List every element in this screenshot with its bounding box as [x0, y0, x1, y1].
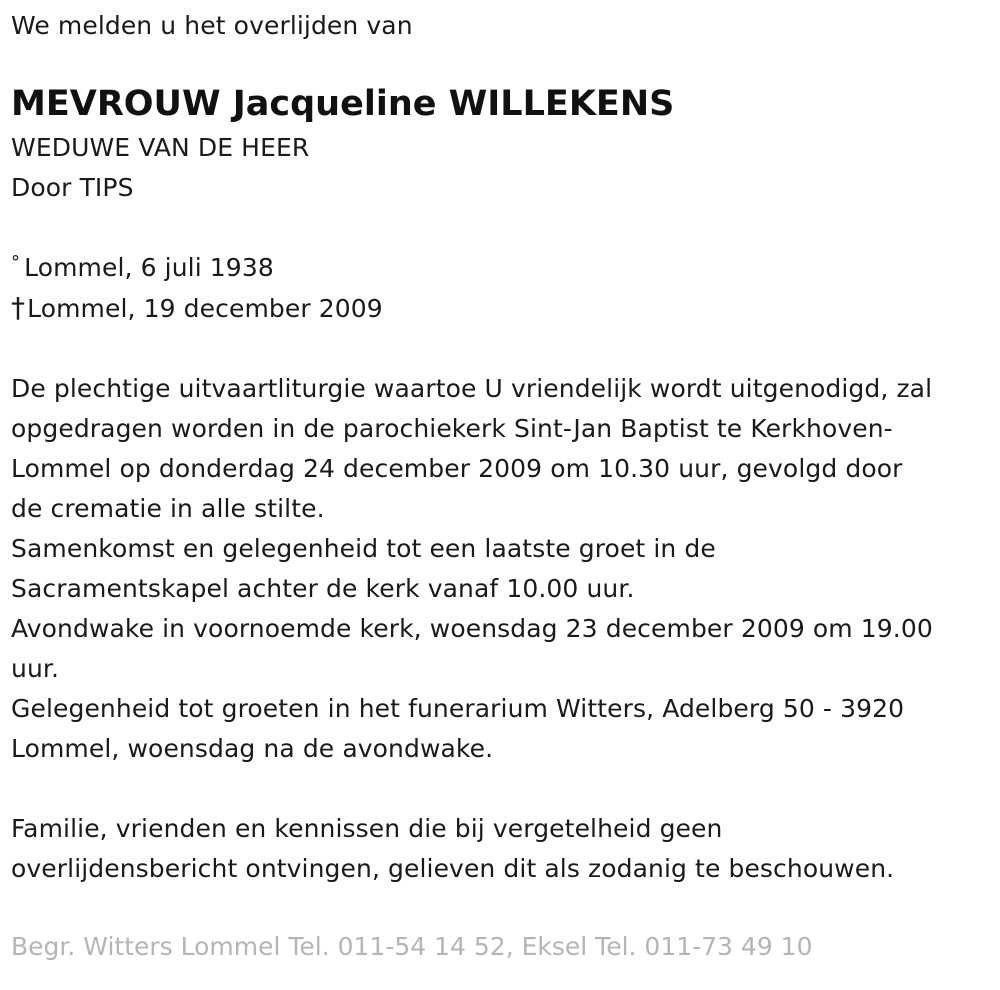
body-line: uur. [11, 654, 60, 683]
body-line: Samenkomst en gelegenheid tot een laatste groet in de [11, 534, 716, 563]
closing-line: Familie, vrienden en kennissen die bij vergetelheid geen [11, 814, 723, 843]
spouse-line: Door TIPS [11, 173, 134, 202]
deceased-name: MEVROUW Jacqueline WILLEKENS [11, 84, 675, 124]
body-line: Lommel, woensdag na de avondwake. [11, 734, 494, 763]
funeral-home-footer: Begr. Witters Lommel Tel. 011-54 14 52, Eksel Tel. 011-73 49 10 [11, 932, 813, 961]
body-line: Sacramentskapel achter de kerk vanaf 10.00 uur. [11, 574, 635, 603]
death-date: Lommel, 19 december 2009 [27, 294, 383, 323]
birth-date: Lommel, 6 juli 1938 [24, 253, 274, 282]
birth-line [11, 248, 991, 288]
obituary-notice [11, 0, 991, 967]
death-line [11, 288, 991, 329]
spacer [11, 769, 991, 809]
closing-paragraph [11, 809, 991, 889]
ceremony-paragraph [11, 369, 991, 769]
spacer [11, 329, 991, 369]
intro-line: We melden u het overlijden van [11, 11, 413, 40]
body-line: De plechtige uitvaartliturgie waartoe U vriendelijk wordt uitgenodigd, zal [11, 374, 933, 403]
spacer [11, 208, 991, 248]
birth-symbol: ° [11, 252, 21, 273]
relation-line: WEDUWE VAN DE HEER [11, 133, 310, 162]
cross-icon: † [11, 291, 26, 324]
body-line: Lommel op donderdag 24 december 2009 om 10.30 uur, gevolgd door [11, 454, 903, 483]
closing-line: overlijdensbericht ontvingen, gelieven dit als zodanig te beschouwen. [11, 854, 895, 883]
body-line: opgedragen worden in de parochiekerk Sint-Jan Baptist te Kerkhoven- [11, 414, 893, 443]
body-line: de crematie in alle stilte. [11, 494, 325, 523]
body-line: Gelegenheid tot groeten in het funerarium Witters, Adelberg 50 - 3920 [11, 694, 905, 723]
body-line: Avondwake in voornoemde kerk, woensdag 23 december 2009 om 19.00 [11, 614, 933, 643]
